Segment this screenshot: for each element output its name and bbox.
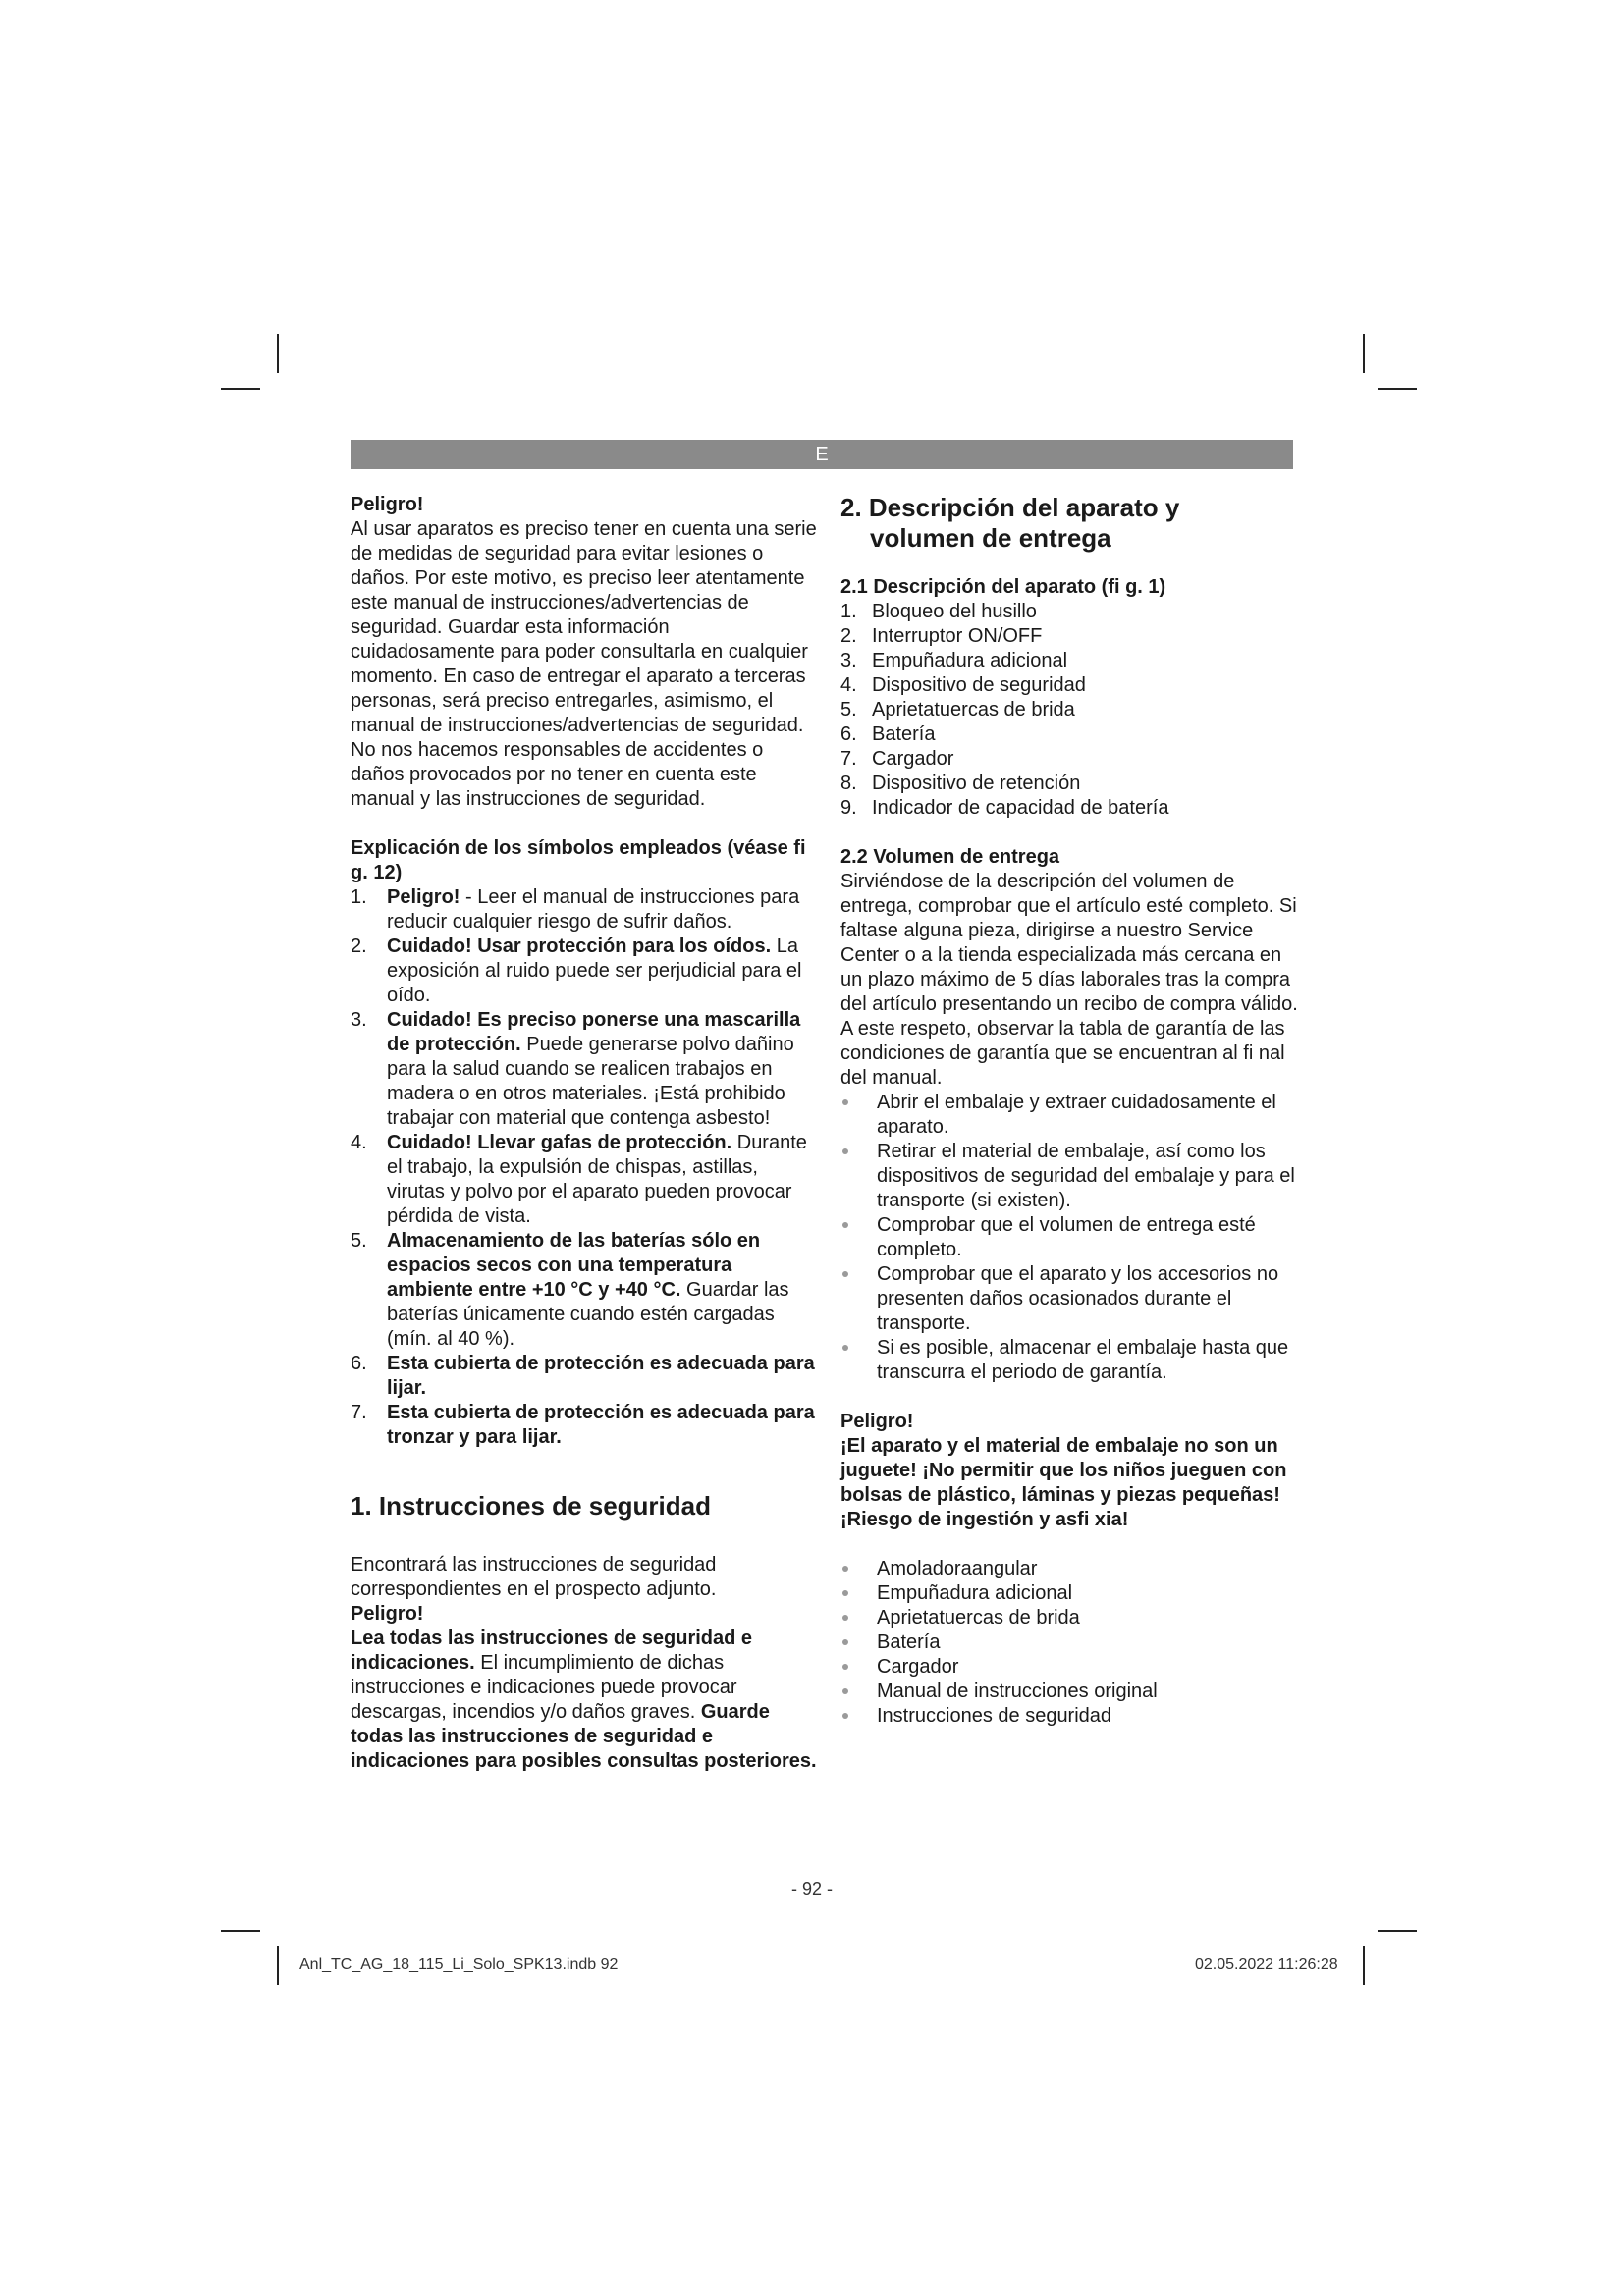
- list-item: Comprobar que el aparato y los accesorios no presenten daños ocasionados durante el transporte.: [840, 1262, 1302, 1336]
- warning2-title: Peligro!: [840, 1411, 914, 1432]
- crop-mark: [1363, 334, 1365, 373]
- list-item: Batería: [840, 1630, 1302, 1655]
- crop-mark: [1378, 1930, 1417, 1932]
- footer-date-time: 02.05.2022 11:26:28: [1195, 1956, 1338, 1973]
- symbols-title: Explicación de los símbolos empleados (véase fi g. 12): [351, 837, 806, 883]
- symbols-list: [351, 885, 818, 1450]
- list-item: 5. Aprietatuercas de brida: [840, 699, 1075, 721]
- warning2-text: ¡El aparato y el material de embalaje no son un juguete! ¡No permitir que los niños jueguen con bolsas de plástico, láminas y piezas pequeñas! ¡Riesgo de ingestión y asfi xia!: [840, 1435, 1287, 1530]
- sub22-title: 2.2 Volumen de entrega: [840, 846, 1060, 868]
- list-item: 6. Esta cubierta de protección es adecuada para lijar.: [351, 1353, 815, 1399]
- list-item: 8. Dispositivo de retención: [840, 773, 1081, 794]
- crop-mark: [277, 334, 279, 373]
- list-item: 7. Cargador: [840, 748, 954, 770]
- sub21-title: 2.1 Descripción del aparato (fi g. 1): [840, 576, 1166, 598]
- page-number: - 92 -: [790, 1879, 833, 1898]
- list-item: 4. Dispositivo de seguridad: [840, 674, 1086, 696]
- list-item: 5. Almacenamiento de las baterías sólo en espacios secos con una temperatura ambiente entre +10 °C y +40 °C. Guardar las baterías únicamente cuando estén cargadas (mín. al 40 %).: [351, 1230, 789, 1350]
- list-item: Cargador: [840, 1655, 1302, 1680]
- language-header-bar: [351, 440, 1293, 469]
- section1-warning: Peligro!: [351, 1603, 424, 1625]
- list-item: Manual de instrucciones original: [840, 1680, 1302, 1704]
- sub22-text: Sirviéndose de la descripción del volumen de entrega, comprobar que el artículo esté completo. Si faltase alguna pieza, dirigirse a nuestro Service Center o a la tienda especializada más cercana en un plazo máximo de 5 días laborales tras la compra del artículo presentando un recibo de compra válido. A este respeto, observar la tabla de garantía de las condiciones de garantía que se encuentran al fi nal del manual.: [840, 871, 1298, 1089]
- list-item: Si es posible, almacenar el embalaje hasta que transcurra el periodo de garantía.: [840, 1336, 1302, 1385]
- crop-mark: [221, 1930, 260, 1932]
- list-item: 4. Cuidado! Llevar gafas de protección. Durante el trabajo, la expulsión de chispas, astillas, virutas y polvo por el aparato pueden provocar pérdida de vista.: [351, 1132, 807, 1227]
- crop-mark: [1378, 388, 1417, 390]
- crop-mark: [221, 388, 260, 390]
- list-item: Empuñadura adicional: [840, 1581, 1302, 1606]
- list-item: Aprietatuercas de brida: [840, 1606, 1302, 1630]
- section1-title: 1. Instrucciones de seguridad: [351, 1491, 711, 1521]
- list-item: 3. Empuñadura adicional: [840, 650, 1068, 671]
- list-item: 1. Peligro! - Leer el manual de instrucciones para reducir cualquier riesgo de sufrir daños.: [351, 886, 800, 933]
- list-item: Abrir el embalaje y extraer cuidadosamente el aparato.: [840, 1091, 1302, 1140]
- list-item: 7. Esta cubierta de protección es adecuada para tronzar y para lijar.: [351, 1402, 815, 1448]
- parts-list: [840, 600, 1302, 821]
- warning-text: Al usar aparatos es preciso tener en cuenta una serie de medidas de seguridad para evitar lesiones o daños. Por este motivo, es preciso leer atentamente este manual de instrucciones/advertencias de seguridad. Guardar esta información cuidadosamente para poder consultarla en cualquier momento. En caso de entregar el aparato a terceras personas, será preciso entregarles, asimismo, el manual de instrucciones/advertencias de seguridad. No nos hacemos responsables de accidentes o daños provocados por no tener en cuenta este manual y las instrucciones de seguridad.: [351, 518, 817, 810]
- section1-text: Encontrará las instrucciones de seguridad correspondientes en el prospecto adjunto.: [351, 1554, 717, 1600]
- crop-mark: [277, 1946, 279, 1985]
- list-item: 2. Interruptor ON/OFF: [840, 625, 1043, 647]
- list-item: Retirar el material de embalaje, así como los dispositivos de seguridad del embalaje y para el transporte (si existen).: [840, 1140, 1302, 1213]
- footer-file-name: Anl_TC_AG_18_115_Li_Solo_SPK13.indb 92: [299, 1956, 619, 1973]
- crop-mark: [1363, 1946, 1365, 1985]
- language-tag: E: [815, 444, 829, 465]
- steps-list: [840, 1091, 1302, 1385]
- list-item: 3. Cuidado! Es preciso ponerse una mascarilla de protección. Puede generarse polvo dañino para la salud cuando se realicen trabajos en madera o en otros materiales. ¡Está prohibido trabajar con material que contenga asbesto!: [351, 1009, 801, 1129]
- right-column: [840, 493, 1302, 1729]
- list-item: 9. Indicador de capacidad de batería: [840, 797, 1169, 819]
- list-item: 1. Bloqueo del husillo: [840, 601, 1037, 622]
- left-column: [351, 493, 818, 1774]
- list-item: Amoladoraangular: [840, 1557, 1302, 1581]
- list-item: 2. Cuidado! Usar protección para los oídos. La exposición al ruido puede ser perjudicial para el oído.: [351, 935, 802, 1006]
- list-item: Comprobar que el volumen de entrega esté completo.: [840, 1213, 1302, 1262]
- warning-title: Peligro!: [351, 494, 424, 515]
- list-item: 6. Batería: [840, 723, 936, 745]
- section1-instructions: Lea todas las instrucciones de seguridad e indicaciones. El incumplimiento de dichas instrucciones e indicaciones puede provocar descargas, incendios y/o daños graves. Guarde todas las instrucciones de seguridad e indicaciones para posibles consultas posteriores.: [351, 1628, 817, 1772]
- contents-list: [840, 1557, 1302, 1729]
- list-item: Instrucciones de seguridad: [840, 1704, 1302, 1729]
- section2-title: 2. Descripción del aparato y volumen de entrega: [840, 493, 1180, 553]
